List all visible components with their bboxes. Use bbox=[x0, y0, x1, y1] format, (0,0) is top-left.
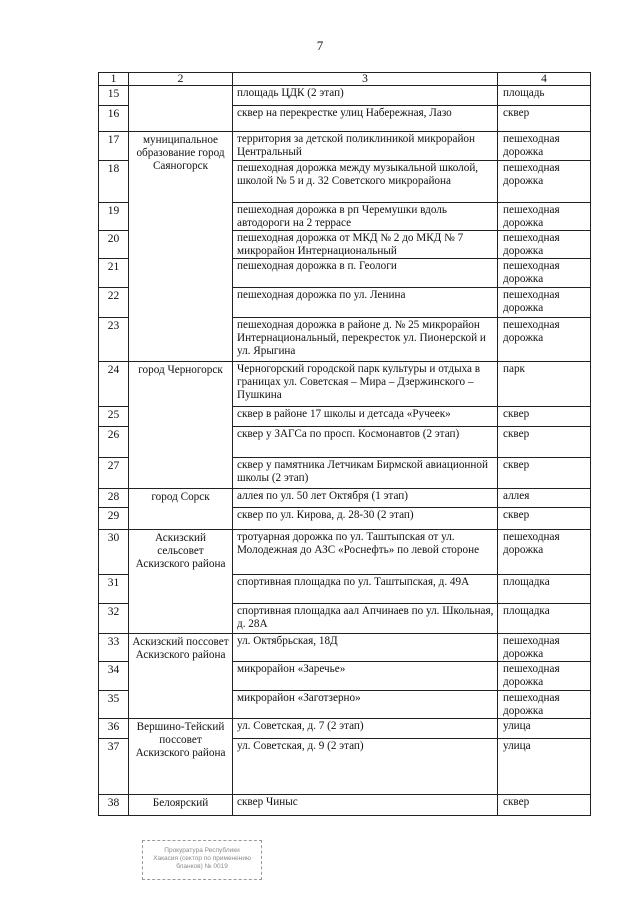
object-cell: микрорайон «Заготзерно» bbox=[233, 691, 498, 719]
table-row bbox=[99, 132, 591, 161]
objects-table bbox=[98, 72, 591, 816]
row-number: 18 bbox=[99, 161, 129, 203]
row-number: 21 bbox=[99, 259, 129, 288]
type-cell: сквер bbox=[498, 407, 591, 427]
type-cell: улица bbox=[498, 719, 591, 739]
table-row bbox=[99, 719, 591, 739]
type-cell: пешеходная дорожка bbox=[498, 691, 591, 719]
object-cell: пешеходная дорожка от МКД № 2 до МКД № 7 микрорайон Интернациональный bbox=[233, 231, 498, 259]
registration-stamp bbox=[142, 840, 262, 880]
row-number: 22 bbox=[99, 288, 129, 318]
type-cell: сквер bbox=[498, 795, 591, 816]
municipality-cell: Аскизский сельсовет Аскизского района bbox=[129, 530, 233, 634]
row-number: 27 bbox=[99, 458, 129, 489]
row-number: 31 bbox=[99, 575, 129, 604]
municipality-cell: город Черногорск bbox=[129, 362, 233, 489]
object-cell: сквер Чиныс bbox=[233, 795, 498, 816]
type-cell: сквер bbox=[498, 106, 591, 132]
page-number: 7 bbox=[316, 38, 324, 53]
type-cell: пешеходная дорожка bbox=[498, 259, 591, 288]
object-cell: тротуарная дорожка по ул. Таштыпская от ул. Молодежная до АЗС «Роснефть» по левой стороне bbox=[233, 530, 498, 575]
object-cell: сквер на перекрестке улиц Набережная, Лазо bbox=[233, 106, 498, 132]
column-header: 4 bbox=[498, 73, 591, 86]
object-cell: сквер у памятника Летчикам Бирмской авиационной школы (2 этап) bbox=[233, 458, 498, 489]
object-cell: аллея по ул. 50 лет Октября (1 этап) bbox=[233, 489, 498, 508]
object-cell: спортивная площадка аал Апчинаев по ул. Школьная, д. 28А bbox=[233, 604, 498, 634]
type-cell: аллея bbox=[498, 489, 591, 508]
object-cell: сквер в районе 17 школы и детсада «Ручеек» bbox=[233, 407, 498, 427]
table-row bbox=[99, 489, 591, 508]
row-number: 20 bbox=[99, 231, 129, 259]
object-cell: пешеходная дорожка в районе д. № 25 микрорайон Интернациональный, перекресток ул. Пионерской и ул. Ярыгина bbox=[233, 318, 498, 362]
row-number: 35 bbox=[99, 691, 129, 719]
type-cell: улица bbox=[498, 739, 591, 795]
municipality-cell: Белоярский bbox=[129, 795, 233, 816]
object-cell: пешеходная дорожка между музыкальной школой, школой № 5 и д. 32 Советского микрорайона bbox=[233, 161, 498, 203]
object-cell: ул. Советская, д. 9 (2 этап) bbox=[233, 739, 498, 795]
table-header-row bbox=[99, 73, 591, 86]
object-cell: площадь ЦДК (2 этап) bbox=[233, 86, 498, 106]
row-number: 26 bbox=[99, 427, 129, 458]
stamp-line: бланков) № 0019 bbox=[176, 863, 228, 870]
municipality-cell: муниципальное образование город Саяногорск bbox=[129, 132, 233, 362]
object-cell: микрорайон «Заречье» bbox=[233, 662, 498, 691]
object-cell: пешеходная дорожка в п. Геологи bbox=[233, 259, 498, 288]
type-cell: парк bbox=[498, 362, 591, 407]
row-number: 36 bbox=[99, 719, 129, 739]
row-number: 23 bbox=[99, 318, 129, 362]
row-number: 38 bbox=[99, 795, 129, 816]
object-cell: спортивная площадка по ул. Таштыпская, д. 49А bbox=[233, 575, 498, 604]
type-cell: пешеходная дорожка bbox=[498, 662, 591, 691]
type-cell: пешеходная дорожка bbox=[498, 530, 591, 575]
municipality-cell: Аскизский поссовет Аскизского района bbox=[129, 634, 233, 719]
type-cell: пешеходная дорожка bbox=[498, 634, 591, 662]
column-header: 3 bbox=[233, 73, 498, 86]
object-cell: сквер по ул. Кирова, д. 28-30 (2 этап) bbox=[233, 508, 498, 530]
row-number: 25 bbox=[99, 407, 129, 427]
row-number: 15 bbox=[99, 86, 129, 106]
table-row bbox=[99, 795, 591, 816]
table-row bbox=[99, 634, 591, 662]
type-cell: пешеходная дорожка bbox=[498, 203, 591, 231]
row-number: 19 bbox=[99, 203, 129, 231]
row-number: 30 bbox=[99, 530, 129, 575]
type-cell: площадка bbox=[498, 575, 591, 604]
type-cell: пешеходная дорожка bbox=[498, 288, 591, 318]
row-number: 37 bbox=[99, 739, 129, 795]
stamp-line: Прокуратура Республики bbox=[164, 847, 240, 854]
type-cell: пешеходная дорожка bbox=[498, 231, 591, 259]
type-cell: сквер bbox=[498, 508, 591, 530]
type-cell: пешеходная дорожка bbox=[498, 161, 591, 203]
column-header: 2 bbox=[129, 73, 233, 86]
object-cell: ул. Советская, д. 7 (2 этап) bbox=[233, 719, 498, 739]
object-cell: пешеходная дорожка по ул. Ленина bbox=[233, 288, 498, 318]
type-cell: сквер bbox=[498, 427, 591, 458]
row-number: 32 bbox=[99, 604, 129, 634]
type-cell: пешеходная дорожка bbox=[498, 132, 591, 161]
row-number: 17 bbox=[99, 132, 129, 161]
row-number: 28 bbox=[99, 489, 129, 508]
row-number: 34 bbox=[99, 662, 129, 691]
column-header: 1 bbox=[99, 73, 129, 86]
object-cell: ул. Октябрьская, 18Д bbox=[233, 634, 498, 662]
object-cell: пешеходная дорожка в рп Черемушки вдоль автодороги на 2 террасе bbox=[233, 203, 498, 231]
table-row bbox=[99, 530, 591, 575]
type-cell: пешеходная дорожка bbox=[498, 318, 591, 362]
municipality-cell: Вершино-Тейский поссовет Аскизского района bbox=[129, 719, 233, 795]
type-cell: площадь bbox=[498, 86, 591, 106]
type-cell: сквер bbox=[498, 458, 591, 489]
row-number: 33 bbox=[99, 634, 129, 662]
row-number: 24 bbox=[99, 362, 129, 407]
municipality-cell-blank bbox=[129, 86, 233, 132]
table-row bbox=[99, 362, 591, 407]
stamp-line: Хакасия (сектор по применению bbox=[153, 855, 251, 862]
row-number: 16 bbox=[99, 106, 129, 132]
object-cell: территория за детской поликлиникой микрорайон Центральный bbox=[233, 132, 498, 161]
table-row bbox=[99, 86, 591, 106]
row-number: 29 bbox=[99, 508, 129, 530]
object-cell: Черногорский городской парк культуры и отдыха в границах ул. Советская – Мира – Дзержинского – Пушкина bbox=[233, 362, 498, 407]
object-cell: сквер у ЗАГСа по просп. Космонавтов (2 этап) bbox=[233, 427, 498, 458]
municipality-cell: город Сорск bbox=[129, 489, 233, 530]
type-cell: площадка bbox=[498, 604, 591, 634]
